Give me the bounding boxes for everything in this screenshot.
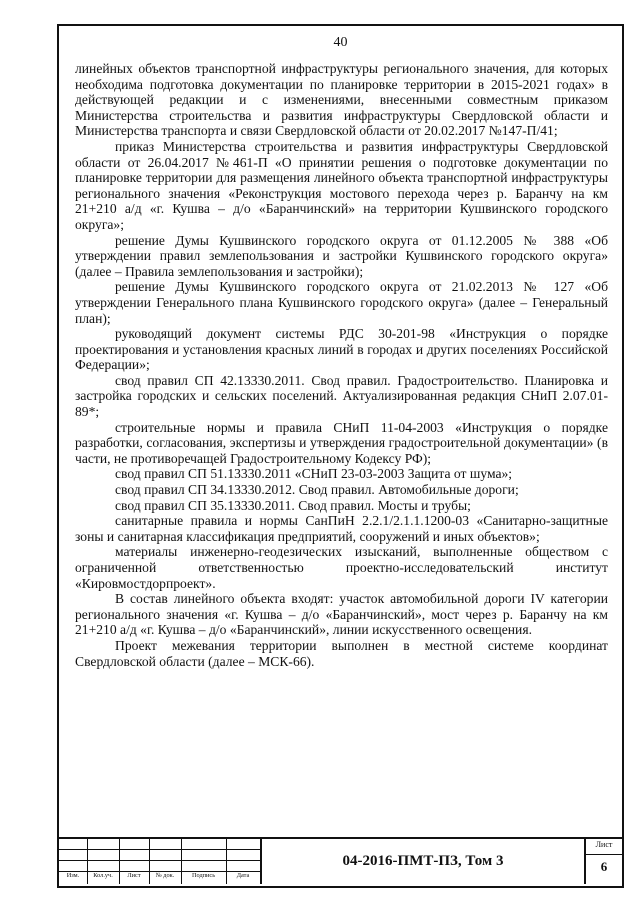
page-frame: [57, 24, 624, 888]
paragraph: строительные нормы и правила СНиП 11-04-2003 «Инструкция о порядке разработки, согласования, экспертизы и утверждения градостроительной документации» (в части, не противоречащей Градостроительному Кодексу РФ);: [75, 419, 608, 466]
paragraph: материалы инженерно-геодезических изысканий, выполненные обществом с ограниченной ответственностью проектно-исследовательский институт «Кировмостдорпроект».: [75, 544, 608, 591]
paragraph: Проект межевания территории выполнен в местной системе координат Свердловской области (далее – МСК-66).: [75, 637, 608, 669]
sheet-label: Лист: [586, 840, 622, 855]
header-signature: Подпись: [191, 872, 216, 879]
header-list: Лист: [127, 872, 141, 879]
sheet-box: [584, 839, 622, 884]
paragraph: свод правил СП 34.13330.2012. Свод правил. Автомобильные дороги;: [115, 482, 519, 498]
sheet-number: 6: [600, 859, 608, 874]
revision-grid: [59, 839, 262, 884]
header-kol-uch: Кол.уч.: [93, 872, 113, 879]
paragraph: санитарные правила и нормы СанПиН 2.2.1/2.1.1.1200-03 «Санитарно-защитные зоны и санитарная классификация предприятий, сооружений и иных объектов»;: [75, 513, 608, 544]
header-doc-no: № док.: [155, 872, 175, 879]
document-body: [75, 61, 608, 669]
paragraph: свод правил СП 42.13330.2011. Свод правил. Градостроительство. Планировка и застройка городских и сельских поселений. Актуализированная редакция СНиП 2.07.01-89*;: [75, 372, 608, 420]
header-izm: Изм.: [66, 872, 80, 879]
paragraph: линейных объектов транспортной инфраструктуры регионального значения, для которых необходима подготовка документации по планировке территории в 2015-2021 годах» в действующей редакции и с изменениями, внесенными совместным приказом Министерства строительства и развития инфраструктуры Свердловской области и Министерства транспорта и связи Свердловской области от 20.02.2017 №147-П/41;: [75, 61, 608, 139]
paragraph: приказ Министерства строительства и развития инфраструктуры Свердловской области от 26.04.2017 №461-П «О принятии решения о подготовке документации по планировке территории для размещения линейного объекта транспортной инфраструктуры регионального значения «Реконструкция мостового перехода через р. Баранчу на км 21+210 а/д «г. Кушва – д/о «Баранчинский» на территории Кушвинского городского округа»;: [75, 138, 608, 232]
paragraph: решение Думы Кушвинского городского округа от 01.12.2005 № 388 «Об утверждении правил землепользования и застройки Кушвинского городского округа» (далее – Правила землепользования и застройки);: [75, 232, 608, 279]
paragraph: свод правил СП 35.13330.2011. Свод правил. Мосты и трубы;: [115, 497, 471, 513]
paragraph: свод правил СП 51.13330.2011 «СНиП 23-03-2003 Защита от шума»;: [115, 466, 513, 482]
grid-line: [59, 849, 260, 850]
grid-line: [59, 860, 260, 861]
header-date: Дата: [236, 872, 250, 879]
title-block: [59, 837, 622, 886]
page-number: 40: [333, 35, 348, 50]
paragraph: руководящий документ системы РДС 30-201-98 «Инструкция о порядке проектирования и установления красных линий в городах и других поселениях Российской Федерации»;: [75, 326, 608, 373]
document-code: 04-2016-ПМТ-ПЗ, Том 3: [342, 853, 504, 869]
paragraph: В состав линейного объекта входят: участок автомобильной дороги IV категории регионального значения «г. Кушва – д/о «Баранчинский», мост через р. Баранчу на км 21+210 а/д «г. Кушва – д/о «Баранчинский», линии искусственного освещения.: [75, 591, 608, 638]
paragraph: решение Думы Кушвинского городского округа от 21.02.2013 № 127 «Об утверждении Генерального плана Кушвинского городского округа» (далее – Генеральный план);: [75, 279, 608, 326]
